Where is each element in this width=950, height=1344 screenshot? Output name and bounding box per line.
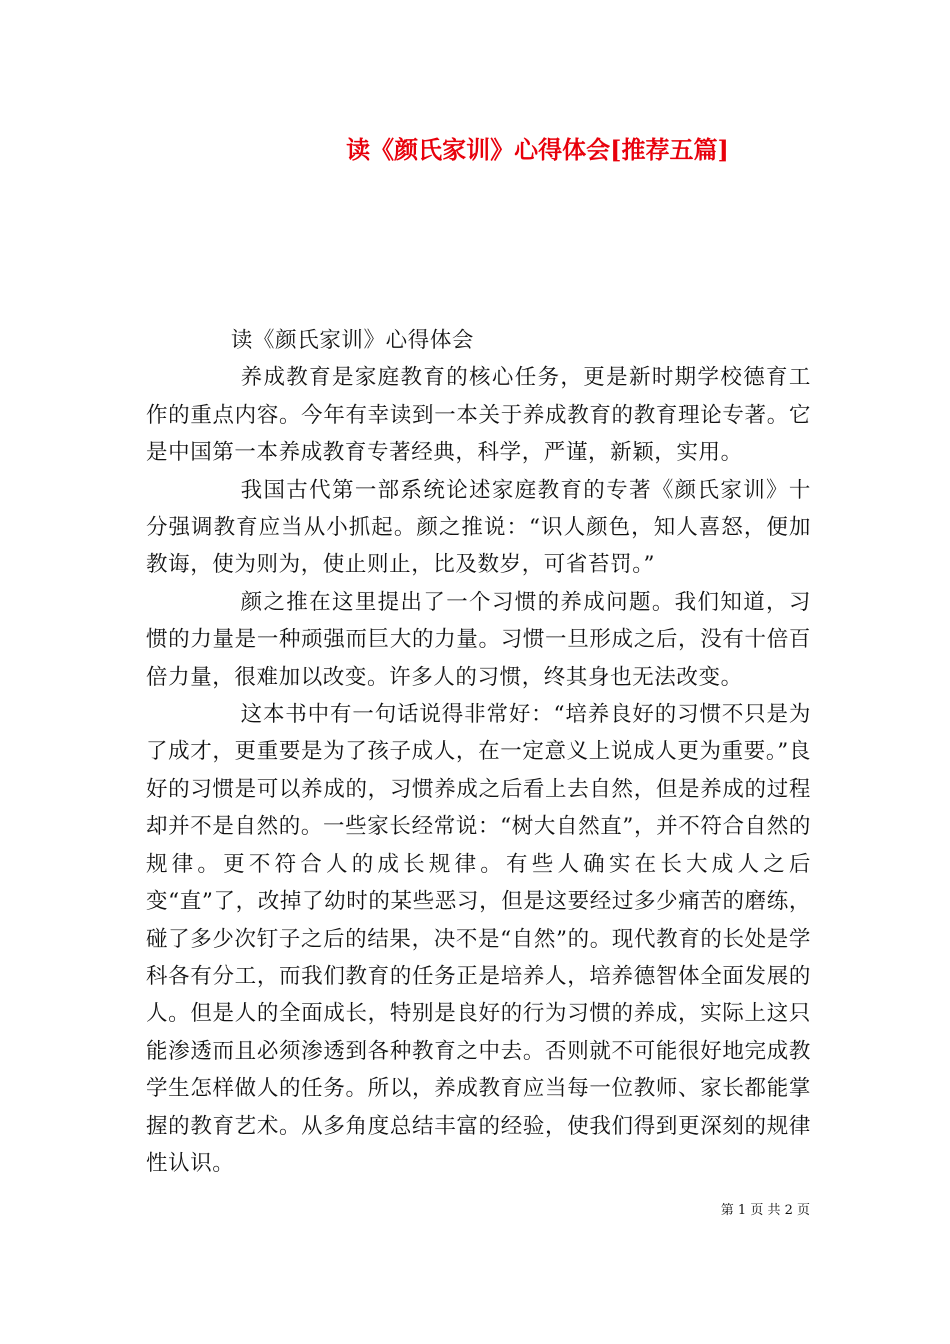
section-subtitle: 读《颜氏家训》心得体会 (230, 328, 475, 353)
page-footer: 第 1 页 共 2 页 (720, 1203, 810, 1218)
paragraph: 我国古代第一部系统论述家庭教育的专著《颜氏家训》十分强调教育应当从小抓起。颜之推说：“识人颜色，知人喜怒，便加教诲，使为则为，使止则止，比及数岁，可省苔罚。” (146, 477, 811, 578)
document-body (146, 322, 811, 1182)
document-title: 读《颜氏家训》心得体会[推荐五篇] (346, 135, 729, 164)
paragraph: 养成教育是家庭教育的核心任务，更是新时期学校德育工作的重点内容。今年有幸读到一本关于养成教育的教育理论专著。它是中国第一本养成教育专著经典，科学，严谨，新颖，实用。 (146, 365, 811, 466)
paragraph: 颜之推在这里提出了一个习惯的养成问题。我们知道，习惯的力量是一种顽强而巨大的力量。习惯一旦形成之后，没有十倍百倍力量，很难加以改变。许多人的习惯，终其身也无法改变。 (146, 589, 811, 690)
paragraph: 这本书中有一句话说得非常好：“培养良好的习惯不只是为了成才，更重要是为了孩子成人，在一定意义上说成人更为重要。”良好的习惯是可以养成的，习惯养成之后看上去自然，但是养成的过程却并不是自然的。一些家长经常说：“树大自然直”，并不符合自然的规律。更不符合人的成长规律。有些人确实在长大成人之后变“直”了，改掉了幼时的某些恶习，但是这要经过多少痛苦的磨练，碰了多少次钉子之后的结果，决不是“自然”的。现代教育的长处是学科各有分工，而我们教育的任务正是培养人，培养德智体全面发展的人。但是人的全面成长，特别是良好的行为习惯的养成，实际上这只能渗透而且必须渗透到各种教育之中去。否则就不可能很好地完成教学生怎样做人的任务。所以，养成教育应当每一位教师、家长都能掌握的教育艺术。从多角度总结丰富的经验，使我们得到更深刻的规律性认识。 (146, 702, 811, 1176)
